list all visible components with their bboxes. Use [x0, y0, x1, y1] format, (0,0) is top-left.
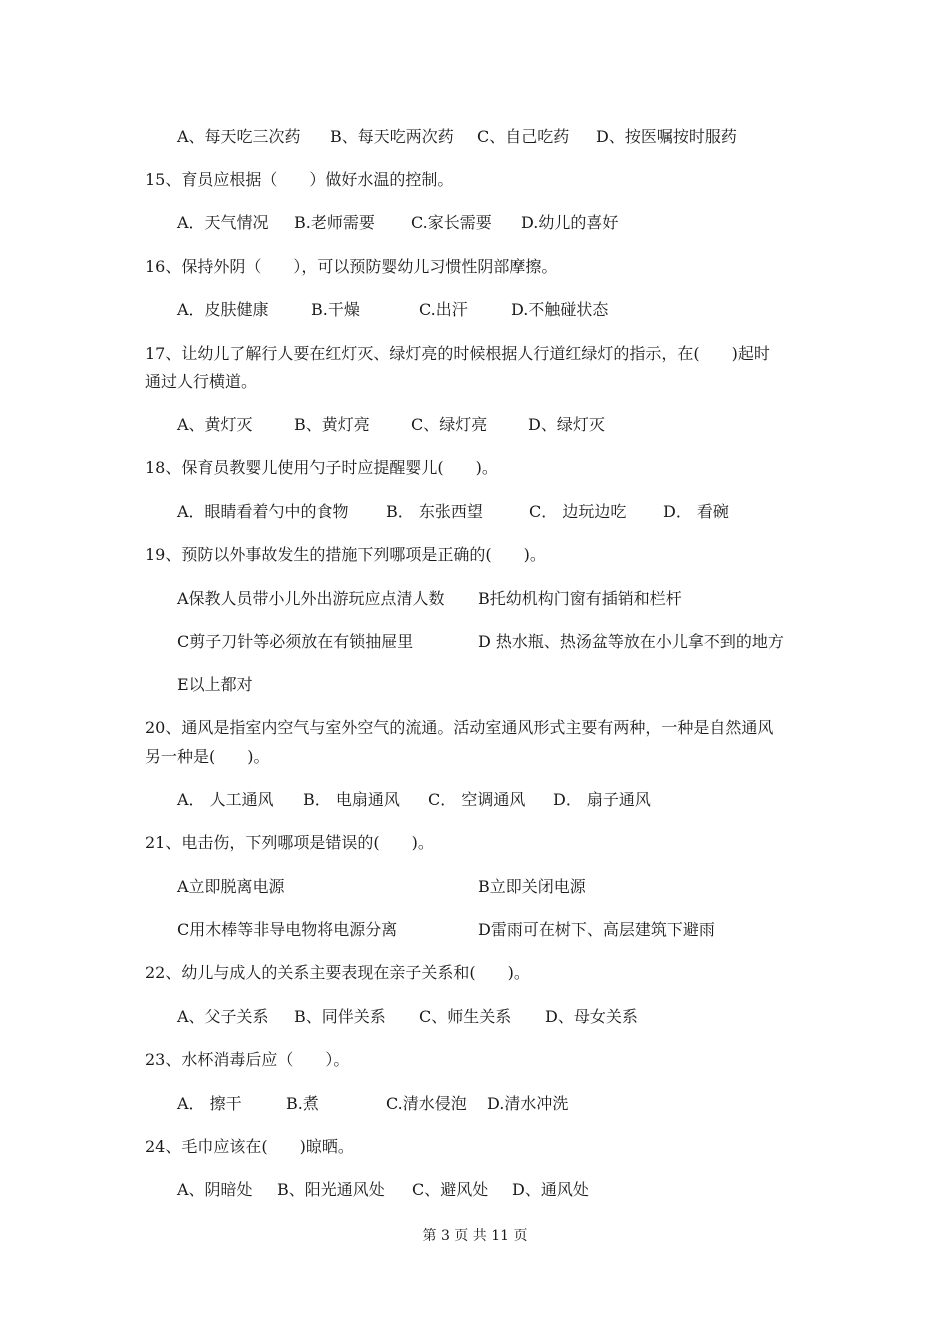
option-text: B、每天吃两次药 — [330, 127, 454, 146]
option-text: C.清水侵泡 — [386, 1094, 467, 1113]
option-text: A． 人工通风 — [177, 790, 274, 809]
option-text: A．皮肤健康 — [177, 300, 269, 319]
option-text: B． 电扇通风 — [303, 790, 400, 809]
option-text: A保教人员带小儿外出游玩应点清人数 — [177, 589, 445, 608]
option-text: D 热水瓶、热汤盆等放在小儿拿不到的地方 — [478, 632, 784, 651]
option-text: D． 扇子通风 — [553, 790, 651, 809]
option-text: B托幼机构门窗有插销和栏杆 — [478, 589, 682, 608]
option-text: A立即脱离电源 — [177, 877, 285, 896]
option-text: E以上都对 — [177, 675, 253, 694]
question-text: 15、育员应根据（ ）做好水温的控制。 — [145, 170, 454, 189]
option-text: A、阴暗处 — [177, 1180, 253, 1199]
option-text: B． 东张西望 — [386, 502, 483, 521]
option-text: D.不触碰状态 — [511, 300, 609, 319]
option-text: D、绿灯灭 — [528, 415, 605, 434]
option-text: B、阳光通风处 — [277, 1180, 385, 1199]
option-text: C、师生关系 — [419, 1007, 512, 1026]
question-text: 17、让幼儿了解行人要在红灯灭、绿灯亮的时候根据人行道红绿灯的指示，在( )起时 — [145, 344, 770, 363]
option-text: D、母女关系 — [545, 1007, 638, 1026]
option-text: A．天气情况 — [177, 213, 269, 232]
option-text: A．眼睛看着勺中的食物 — [177, 502, 349, 521]
option-text: D.幼儿的喜好 — [521, 213, 619, 232]
question-text: 另一种是( )。 — [145, 747, 270, 766]
option-text: C、绿灯亮 — [411, 415, 488, 434]
question-text: 16、保持外阴（ ），可以预防婴幼儿习惯性阴部摩擦。 — [145, 257, 558, 276]
option-text: A、父子关系 — [177, 1007, 269, 1026]
option-text: D.清水冲洗 — [487, 1094, 569, 1113]
page-footer: 第 3 页 共 11 页 — [422, 1228, 528, 1244]
option-text: A、每天吃三次药 — [177, 127, 301, 146]
option-text: C用木棒等非导电物将电源分离 — [177, 920, 398, 939]
option-text: B、同伴关系 — [294, 1007, 386, 1026]
option-text: A． 擦干 — [177, 1094, 242, 1113]
option-text: B、黄灯亮 — [294, 415, 370, 434]
option-text: B立即关闭电源 — [478, 877, 586, 896]
option-text: D． 看碗 — [663, 502, 729, 521]
question-text: 22、幼儿与成人的关系主要表现在亲子关系和( )。 — [145, 963, 530, 982]
question-text: 24、毛巾应该在( )晾晒。 — [145, 1137, 354, 1156]
question-text: 20、通风是指室内空气与室外空气的流通。活动室通风形式主要有两种，一种是自然通风 — [145, 718, 774, 737]
option-text: C、避风处 — [412, 1180, 489, 1199]
option-text: C剪子刀针等必须放在有锁抽屉里 — [177, 632, 414, 651]
option-text: B.老师需要 — [294, 213, 375, 232]
option-text: B.煮 — [286, 1094, 319, 1113]
question-text: 21、电击伤，下列哪项是错误的( )。 — [145, 833, 434, 852]
option-text: B.干燥 — [311, 300, 360, 319]
option-text: D雷雨可在树下、高层建筑下避雨 — [478, 920, 715, 939]
question-text: 通过人行横道。 — [145, 372, 258, 391]
option-text: D、按医嘱按时服药 — [596, 127, 737, 146]
option-text: C.家长需要 — [411, 213, 492, 232]
option-text: C、自己吃药 — [477, 127, 570, 146]
option-text: C． 边玩边吃 — [529, 502, 627, 521]
question-text: 23、水杯消毒后应（ ）。 — [145, 1050, 350, 1069]
option-text: D、通风处 — [512, 1180, 589, 1199]
option-text: A、黄灯灭 — [177, 415, 253, 434]
option-text: C． 空调通风 — [428, 790, 526, 809]
question-text: 19、预防以外事故发生的措施下列哪项是正确的( )。 — [145, 545, 546, 564]
option-text: C.出汗 — [419, 300, 468, 319]
question-text: 18、保育员教婴儿使用勺子时应提醒婴儿( )。 — [145, 458, 498, 477]
